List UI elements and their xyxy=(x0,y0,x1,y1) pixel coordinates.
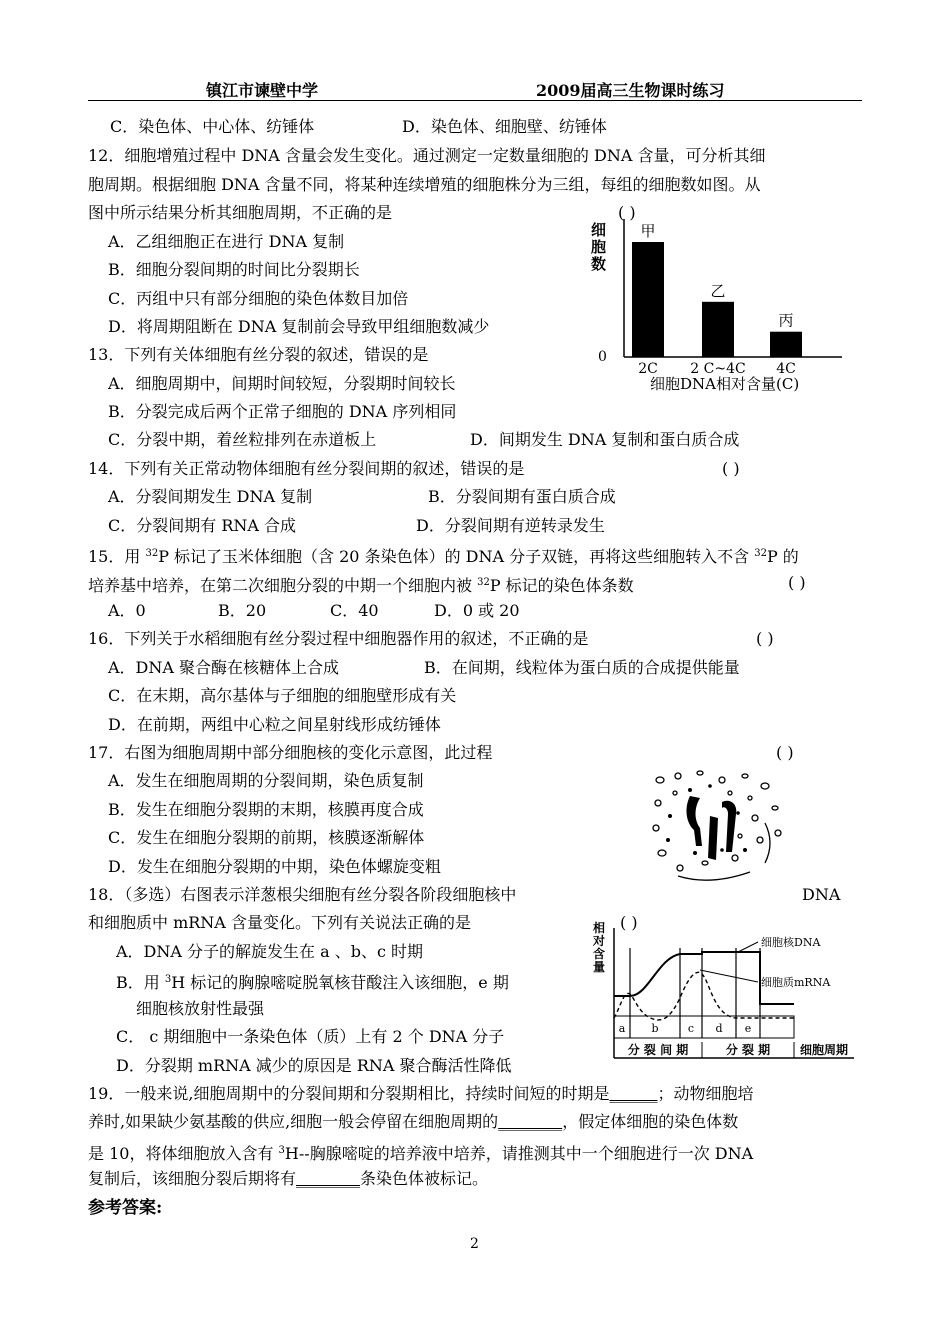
x-tick-label-3: 4C xyxy=(776,361,796,377)
x-tick-label-2: 2 C~4C xyxy=(690,361,746,377)
q16-option-c: C．在末期，高尔基体与子细胞的细胞壁形成有关 xyxy=(108,686,457,705)
legend-nucleus-dna: 细胞核DNA xyxy=(761,936,821,949)
q15-answer-paren: ( ) xyxy=(788,573,806,592)
q17-option-b: B．发生在细胞分裂期的末期，核膜再度合成 xyxy=(108,800,424,819)
q17-option-d: D．发生在细胞分裂期的中期，染色体螺旋变粗 xyxy=(108,857,441,876)
q13-option-c: C．分裂中期，着丝粒排列在赤道板上 xyxy=(108,430,377,449)
q13-option-d: D．间期发生 DNA 复制和蛋白质合成 xyxy=(470,430,740,449)
q15-option-a: A．0 xyxy=(108,601,146,620)
q12-stem-1: 12．细胞增殖过程中 DNA 含量会发生变化。通过测定一定数量细胞的 DNA 含量，可分析其细 xyxy=(88,146,766,165)
q11-option-c: C．染色体、中心体、纺锤体 xyxy=(110,117,315,136)
q14-option-b: B．分裂间期有蛋白质合成 xyxy=(428,487,616,506)
q19-line-1: 19．一般来说,细胞周期中的分裂间期和分裂期相比，持续时间短的时期是______；动物细胞培 xyxy=(88,1084,754,1103)
q14-option-d: D．分裂间期有逆转录发生 xyxy=(416,516,605,535)
phase-label-e: e xyxy=(744,1022,752,1035)
phase-label-a: a xyxy=(618,1022,626,1035)
legend-cytoplasm-mrna: 细胞质mRNA xyxy=(761,976,831,989)
phase-label-b: b xyxy=(651,1022,659,1035)
q18-option-b-cont: 细胞核放射性最强 xyxy=(136,999,265,1018)
q16-option-a: A．DNA 聚合酶在核糖体上合成 xyxy=(108,658,340,677)
q12-option-b: B．细胞分裂间期的时间比分裂期长 xyxy=(108,260,360,279)
y-axis-label-char: 相 xyxy=(593,921,606,935)
q14-stem: 14．下列有关正常动物体细胞有丝分裂间期的叙述，错误的是 xyxy=(88,459,525,478)
q14-option-a: A．分裂间期发生 DNA 复制 xyxy=(108,487,313,506)
y-axis-label-char: 量 xyxy=(593,960,606,974)
q15-stem-2: 培养基中培养，在第二次细胞分裂的中期一个细胞内被 $^{32}$P 标记的染色体条数 xyxy=(88,576,634,595)
q18-stem-dna: DNA xyxy=(802,885,841,904)
q17-option-a: A．发生在细胞周期的分裂间期，染色质复制 xyxy=(108,771,424,790)
q18-stem-2: 和细胞质中 mRNA 含量变化。下列有关说法正确的是 xyxy=(88,913,471,932)
group-mitosis: 分 裂 期 xyxy=(725,1043,771,1057)
y-axis-label xyxy=(591,221,606,273)
school-name: 镇江市谏壁中学 xyxy=(206,81,319,100)
page-number: 2 xyxy=(470,1236,479,1252)
course-title: 2009届高三生物课时练习 xyxy=(536,81,725,100)
q16-stem: 16．下列关于水稻细胞有丝分裂过程中细胞器作用的叙述，不正确的是 xyxy=(88,629,589,648)
y-axis-label-char: 含 xyxy=(593,947,606,961)
q15-option-c: C．40 xyxy=(330,601,379,620)
q17-option-c: C．发生在细胞分裂期的前期，核膜逐渐解体 xyxy=(108,828,425,847)
bar-3 xyxy=(770,332,802,357)
q12-option-a: A．乙组细胞正在进行 DNA 复制 xyxy=(108,232,345,251)
bar-label-1: 甲 xyxy=(640,222,656,240)
q15-option-b: B．20 xyxy=(218,601,267,620)
bar-1 xyxy=(632,242,664,357)
q16-answer-paren: ( ) xyxy=(756,629,774,648)
y-axis-label-char: 对 xyxy=(593,934,606,948)
phase-label-d: d xyxy=(715,1022,723,1035)
legend-leader-mrna xyxy=(700,970,758,982)
answers-heading: 参考答案: xyxy=(88,1198,163,1218)
x-tick-label-1: 2C xyxy=(638,361,658,377)
q12-stem-2: 胞周期。根据细胞 DNA 含量不同，将某种连续增殖的细胞株分为三组，每组的细胞数如图。从 xyxy=(88,175,761,194)
dna-content-bar-chart xyxy=(580,215,850,395)
phase-label-c: c xyxy=(687,1022,695,1035)
q13-stem: 13．下列有关体细胞有丝分裂的叙述，错误的是 xyxy=(88,345,429,364)
q16-option-b: B．在间期，线粒体为蛋白质的合成提供能量 xyxy=(424,658,740,677)
q12-option-c: C．丙组中只有部分细胞的染色体数目加倍 xyxy=(108,289,409,308)
q18-stem-1: 18．（多选）右图表示洋葱根尖细胞有丝分裂各阶段细胞核中 xyxy=(88,885,517,904)
q18-option-b: B．用 $^3$H 标记的胸腺嘧啶脱氧核苷酸注入该细胞，e 期 xyxy=(116,973,509,992)
q14-answer-paren: ( ) xyxy=(722,459,740,478)
bar-label-2: 乙 xyxy=(710,281,726,300)
q11-option-d: D．染色体、细胞壁、纺锤体 xyxy=(402,117,607,136)
page-header xyxy=(88,76,862,101)
x-axis-label: 细胞DNA相对含量(C) xyxy=(650,375,800,393)
q12-option-d: D．将周期阻断在 DNA 复制前会导致甲组细胞数减少 xyxy=(108,317,490,336)
dna-mrna-line-chart xyxy=(588,918,858,1068)
q19-line-4: 复制后，该细胞分裂后期将有________条染色体被标记。 xyxy=(88,1169,489,1188)
cell-nucleus-diagram xyxy=(650,768,790,883)
q16-option-d: D．在前期，两组中心粒之间星射线形成纺锤体 xyxy=(108,715,441,734)
origin-label: 0 xyxy=(598,349,607,365)
q14-option-c: C．分裂间期有 RNA 合成 xyxy=(108,516,297,535)
x-axis-label: 细胞周期 xyxy=(799,1043,849,1057)
q17-stem: 17．右图为细胞周期中部分细胞核的变化示意图，此过程 xyxy=(88,743,493,762)
q12-stem-3: 图中所示结果分析其细胞周期，不正确的是 xyxy=(88,203,393,222)
q19-line-3: 是 10，将体细胞放入含有 $^3$H--胸腺嘧啶的培养液中培养，请推测其中一个细胞进行一次 DNA xyxy=(88,1144,754,1163)
q15-option-d: D．0 或 20 xyxy=(434,601,520,620)
q18-answer-paren: ( ) xyxy=(620,913,638,932)
q17-answer-paren: ( ) xyxy=(776,743,794,762)
q12-answer-paren: ( ) xyxy=(618,203,636,222)
phase-box xyxy=(614,1016,794,1038)
y-axis-label xyxy=(592,920,605,974)
bar-label-3: 丙 xyxy=(778,311,794,330)
q15-stem-1: 15．用 $^{32}$P 标记了玉米体细胞（含 20 条染色体）的 DNA 分子双链，再将这些细胞转入不含 $^{32}$P 的 xyxy=(88,547,799,566)
q18-option-a: A．DNA 分子的解旋发生在 a 、b、c 时期 xyxy=(116,942,424,961)
y-axis-label-char: 细 xyxy=(591,221,607,239)
q13-option-a: A．细胞周期中，间期时间较短，分裂期时间较长 xyxy=(108,374,456,393)
legend-leader-dna xyxy=(738,942,758,952)
y-axis-label-char: 胞 xyxy=(591,238,607,256)
group-interphase: 分 裂 间 期 xyxy=(627,1043,689,1057)
bar-2 xyxy=(702,302,734,357)
q18-option-c: C． c 期细胞中一条染色体（质）上有 2 个 DNA 分子 xyxy=(116,1027,505,1046)
q18-option-d: D．分裂期 mRNA 减少的原因是 RNA 聚合酶活性降低 xyxy=(116,1056,512,1075)
q19-line-2: 养时,如果缺少氨基酸的供应,细胞一般会停留在细胞周期的________，假定体细胞的染色体数 xyxy=(88,1112,739,1131)
q13-option-b: B．分裂完成后两个正常子细胞的 DNA 序列相同 xyxy=(108,402,457,421)
y-axis-label-char: 数 xyxy=(591,255,607,273)
